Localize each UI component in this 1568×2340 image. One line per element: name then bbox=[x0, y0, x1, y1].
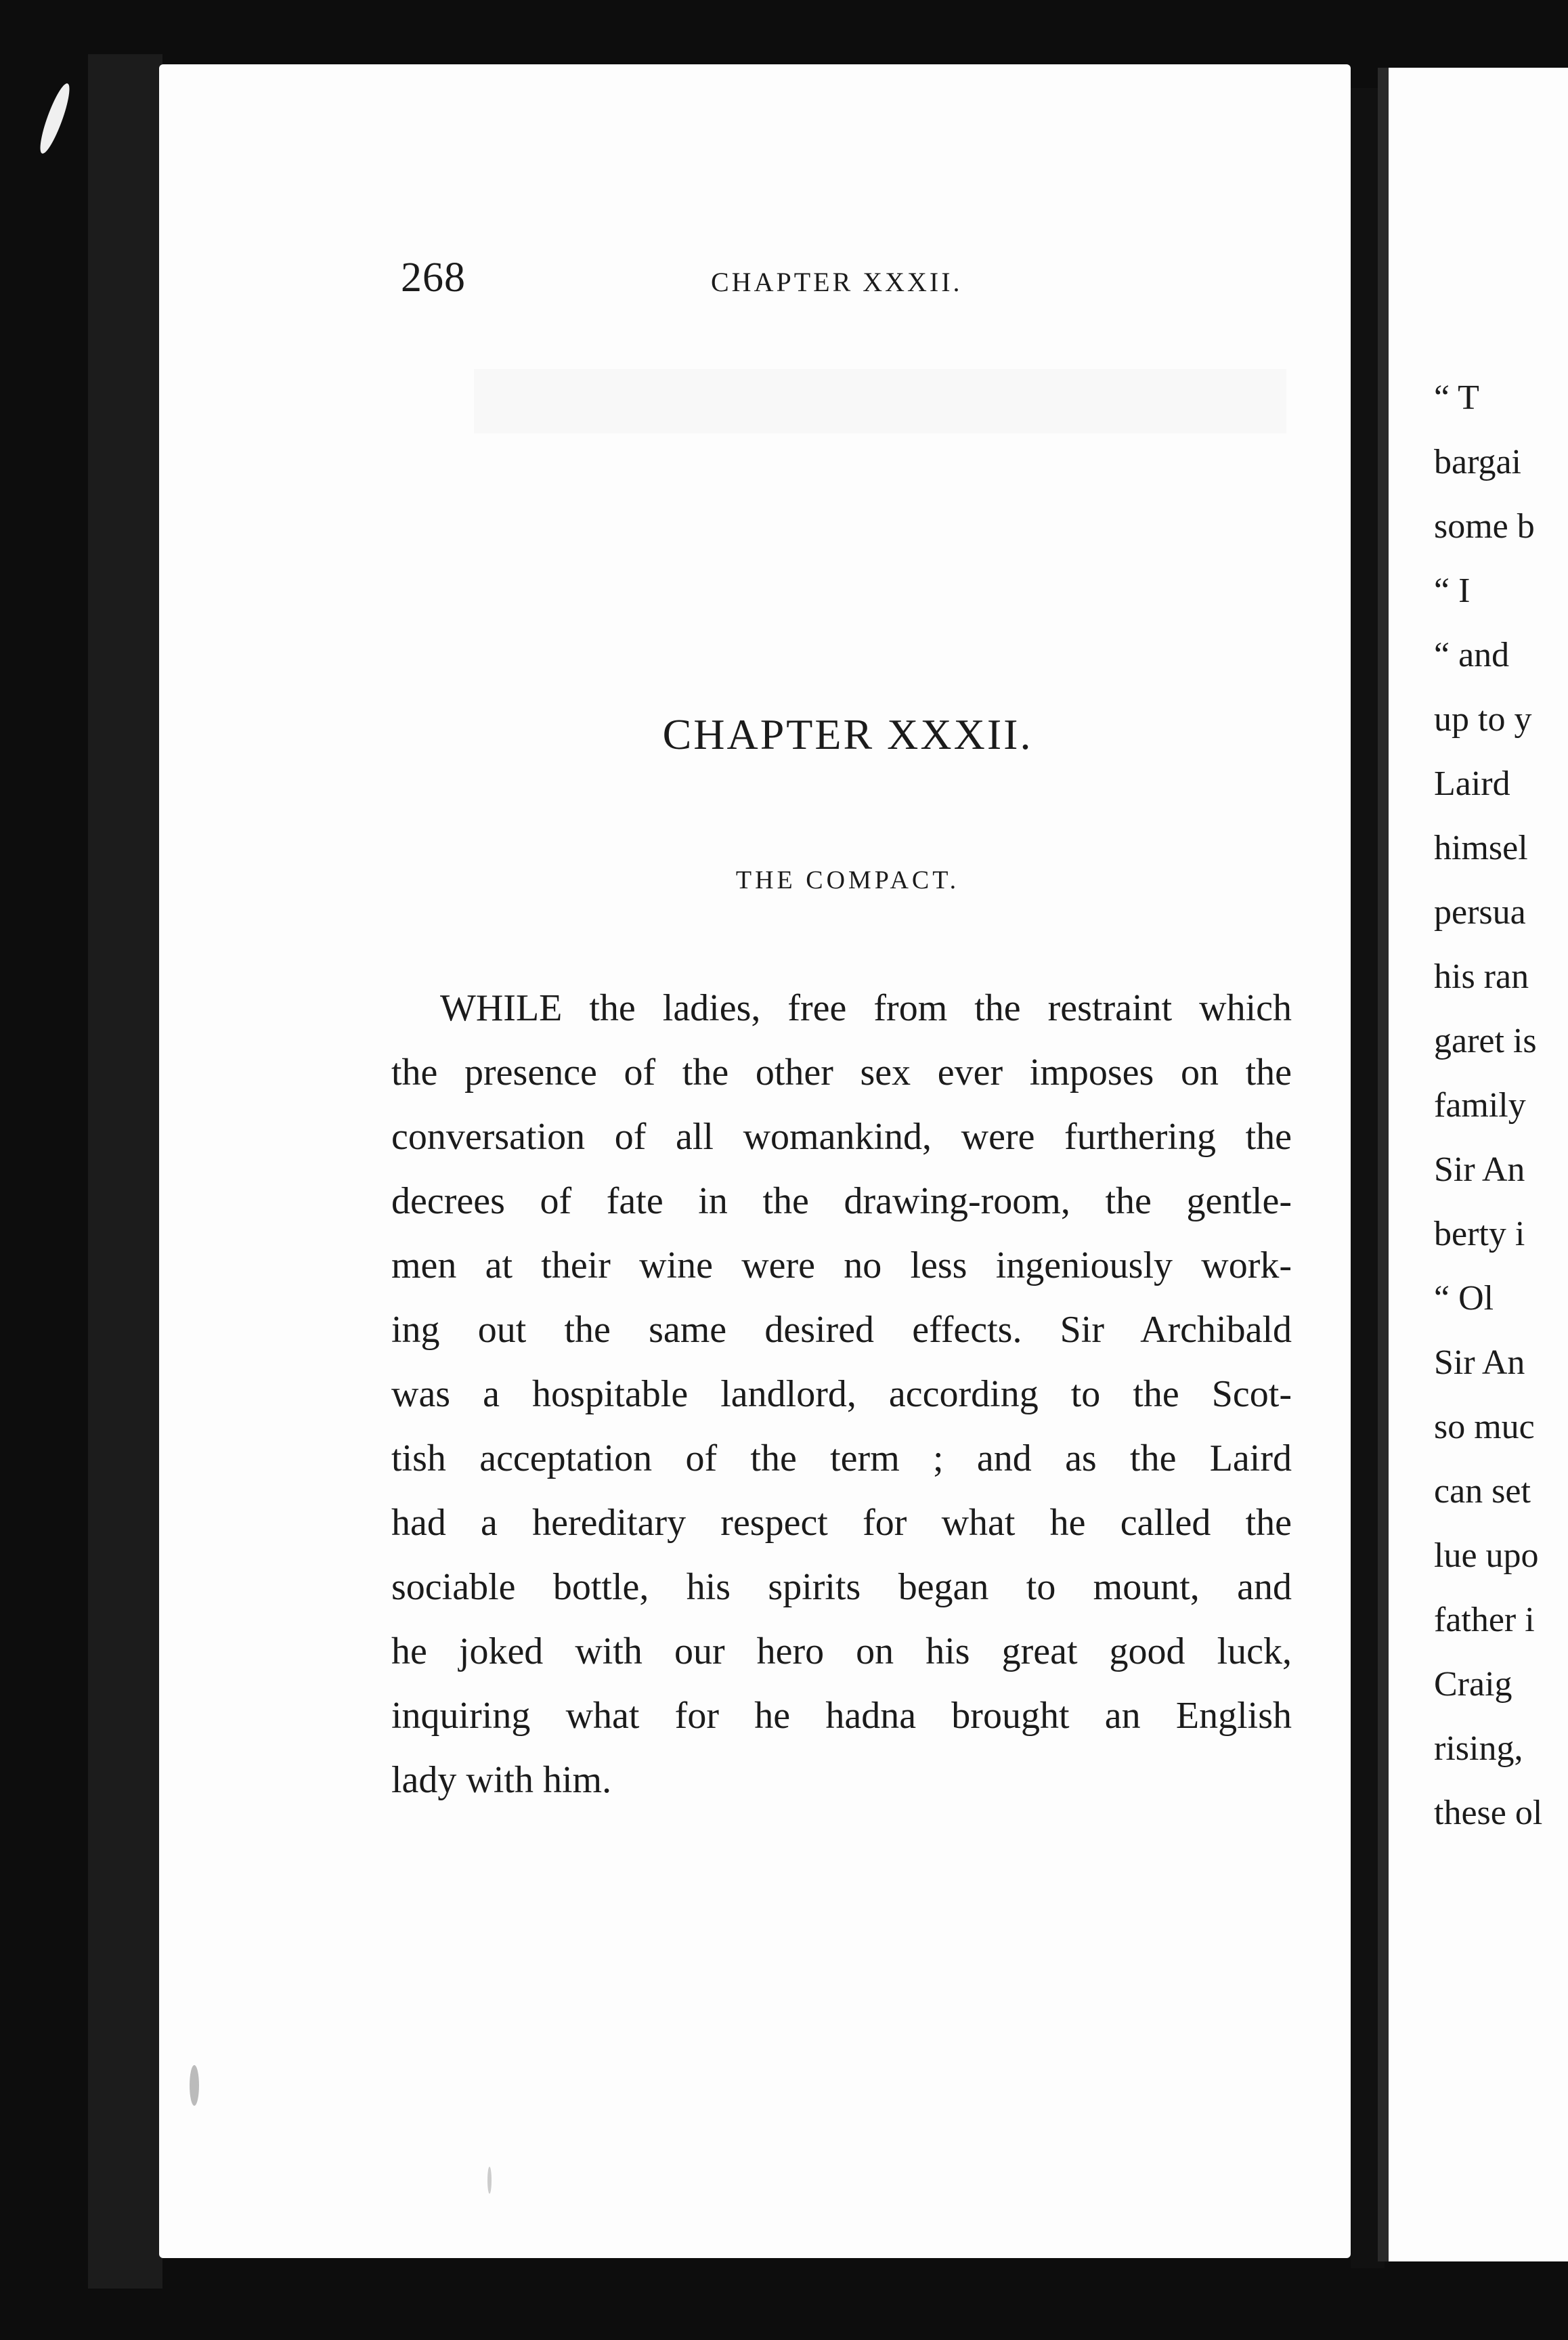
text-line: lue upo bbox=[1434, 1536, 1539, 1575]
text-line: father i bbox=[1434, 1601, 1535, 1639]
right-page-text bbox=[1434, 366, 1568, 1845]
text-line: was a hospitable landlord, according to the Scot- bbox=[391, 1373, 1292, 1415]
text-line: ing out the same desired effects. Sir Archibald bbox=[391, 1309, 1292, 1351]
text-line: had a hereditary respect for what he called the bbox=[391, 1502, 1292, 1544]
text-line: berty i bbox=[1434, 1215, 1525, 1253]
chapter-subtitle: THE COMPACT. bbox=[735, 866, 960, 894]
text-line: Laird bbox=[1434, 764, 1510, 803]
text-line: conversation of all womankind, were furthering the bbox=[391, 1116, 1292, 1158]
text-line: “ Ol bbox=[1434, 1279, 1494, 1318]
text-line: these ol bbox=[1434, 1794, 1543, 1832]
text-line: men at their wine were no less ingeniously work- bbox=[391, 1244, 1292, 1286]
text-line: inquiring what for he hadna brought an English bbox=[391, 1695, 1292, 1737]
text-line: some b bbox=[1434, 507, 1535, 546]
show-through-text bbox=[406, 369, 1286, 433]
text-line: garet is bbox=[1434, 1022, 1537, 1060]
text-line: the presence of the other sex ever imposes on the bbox=[391, 1052, 1292, 1093]
text-line: so muc bbox=[1434, 1408, 1535, 1446]
text-line: sociable bottle, his spirits began to mount, and bbox=[391, 1566, 1292, 1608]
text-line: lady with him. bbox=[391, 1759, 612, 1801]
page-number: 268 bbox=[401, 255, 466, 301]
running-head bbox=[401, 254, 1294, 308]
page-edge-shadow bbox=[1378, 68, 1389, 2261]
text-line: he joked with our hero on his great good luck, bbox=[391, 1630, 1292, 1672]
scan-speck bbox=[190, 2065, 199, 2106]
text-line: Sir An bbox=[1434, 1150, 1525, 1189]
running-title: CHAPTER XXXII. bbox=[711, 267, 963, 297]
text-line: Sir An bbox=[1434, 1343, 1525, 1382]
text-line: “ T bbox=[1434, 378, 1479, 417]
text-line: Craig bbox=[1434, 1665, 1512, 1704]
text-line: family bbox=[1434, 1086, 1526, 1125]
book-binding bbox=[88, 54, 162, 2289]
text-line: bargai bbox=[1434, 443, 1521, 481]
text-line: “ and bbox=[1434, 636, 1510, 674]
text-line: himsel bbox=[1434, 829, 1528, 867]
chapter-body bbox=[391, 976, 1292, 1813]
text-line: decrees of fate in the drawing-room, the gentle- bbox=[391, 1180, 1292, 1222]
text-line: persua bbox=[1434, 893, 1526, 932]
text-line: can set bbox=[1434, 1472, 1531, 1511]
text-line: his ran bbox=[1434, 957, 1529, 996]
text-line: up to y bbox=[1434, 700, 1532, 739]
text-line: WHILE the ladies, free from the restraint which bbox=[440, 987, 1292, 1029]
text-line: tish acceptation of the term ; and as the Laird bbox=[391, 1437, 1292, 1479]
text-line: “ I bbox=[1434, 571, 1471, 610]
text-line: rising, bbox=[1434, 1729, 1523, 1768]
scan-speck bbox=[487, 2167, 492, 2194]
chapter-title: CHAPTER XXXII. bbox=[662, 710, 1033, 758]
